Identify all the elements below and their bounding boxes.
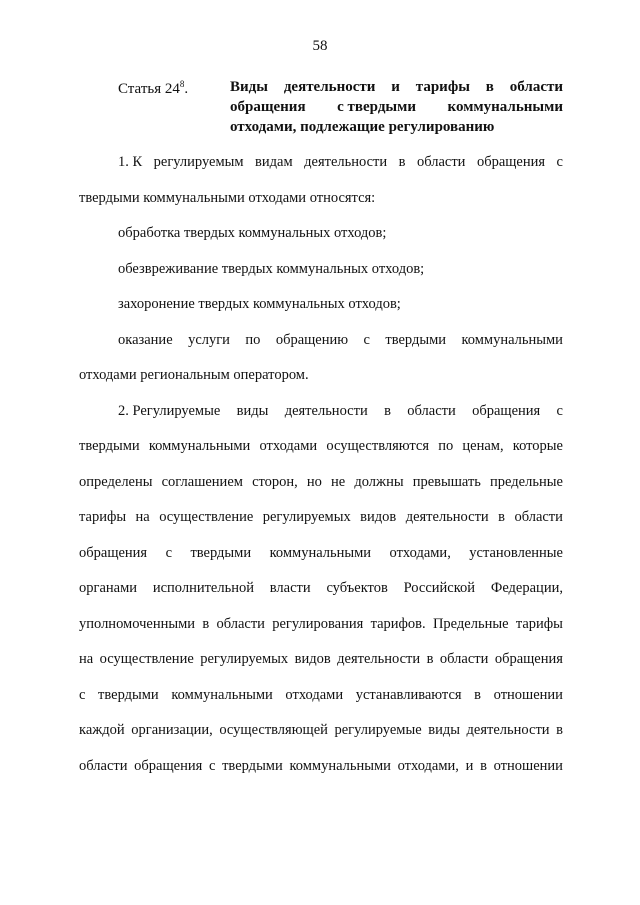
body-word: области <box>416 154 466 170</box>
article-label-suffix: . <box>184 81 189 97</box>
body-line <box>79 438 563 455</box>
body-word: тарифы <box>79 509 127 525</box>
body-word: видов <box>360 509 397 525</box>
body-word: обращения <box>494 651 563 667</box>
body-word: видам <box>255 154 293 170</box>
body-word: области <box>514 509 563 525</box>
title-word: в <box>485 79 494 95</box>
body-line <box>118 154 563 171</box>
body-word: области <box>439 651 489 667</box>
body-word: твердыми <box>190 544 252 561</box>
title-word: деятельности <box>283 79 376 95</box>
title-word: области <box>509 79 563 95</box>
page-number: 58 <box>312 38 328 54</box>
body-line <box>79 758 563 775</box>
body-line <box>118 403 563 420</box>
body-word: превышать <box>412 473 481 490</box>
article-title <box>230 77 563 137</box>
body-line <box>79 474 563 491</box>
body-word: с <box>208 757 216 774</box>
article-title-line <box>230 117 563 137</box>
article-title-line <box>230 77 563 97</box>
body-word: субъектов <box>326 580 388 596</box>
article-label-text: Статья 24 <box>118 81 180 97</box>
title-word: коммунальными <box>447 99 563 115</box>
body-word: виды <box>428 722 460 738</box>
body-word: коммунальными <box>461 331 563 348</box>
body-word: области <box>407 402 456 419</box>
body-word: осуществление <box>159 509 254 525</box>
body-line <box>79 651 563 668</box>
body-word: тарифов. <box>370 615 426 632</box>
body-word: обращения <box>134 757 203 774</box>
body-word: сторон, <box>252 473 298 490</box>
body-word: в <box>480 757 487 774</box>
body-line: обезвреживание твердых коммунальных отходов; <box>118 260 425 277</box>
body-word: предельные <box>490 473 563 490</box>
body-line: твердыми коммунальными отходами относятся: <box>79 189 376 206</box>
body-word: должны <box>354 473 404 490</box>
article-label-superscript: 8 <box>179 79 185 89</box>
body-word: в <box>474 686 482 703</box>
title-word: Виды <box>230 79 268 95</box>
body-word: обращения <box>79 544 148 561</box>
body-word: регулируемых <box>200 651 289 667</box>
body-word: органами <box>79 580 138 596</box>
body-word: обращению <box>275 331 349 348</box>
body-line: обработка твердых коммунальных отходов; <box>118 225 387 241</box>
title-word: с твердыми <box>337 99 416 115</box>
body-word: области <box>216 615 265 632</box>
title-word: тарифы <box>415 79 470 95</box>
body-line <box>79 616 563 633</box>
body-word: установленные <box>469 544 563 561</box>
body-word: с <box>165 544 172 561</box>
body-word: в <box>202 615 210 632</box>
body-word: коммунальными <box>269 544 372 561</box>
title-word: отходами, подлежащие регулированию <box>230 119 495 135</box>
body-word: виды <box>236 402 269 419</box>
body-word: ценам, <box>462 438 504 454</box>
body-word: коммунальными <box>171 686 273 703</box>
body-word: в <box>426 651 434 667</box>
body-word: коммунальными <box>289 757 391 774</box>
article-title-line <box>230 97 563 117</box>
body-word: области <box>79 757 128 774</box>
body-word: исполнительной <box>152 580 254 596</box>
body-word: обращения <box>476 154 546 170</box>
body-word: на <box>135 509 150 525</box>
body-word: Предельные <box>432 615 509 632</box>
body-line <box>79 722 563 739</box>
body-word: Федерации, <box>490 580 563 596</box>
article-label <box>118 79 188 98</box>
body-word: в <box>398 154 406 170</box>
body-word: устанавливаются <box>355 686 462 703</box>
body-word: отходами, <box>397 757 459 774</box>
body-word: отходами <box>285 686 344 703</box>
body-word: соглашением <box>161 473 243 490</box>
body-word: по <box>245 331 261 348</box>
body-word: деятельности <box>405 509 489 525</box>
body-word: твердыми <box>98 686 159 703</box>
body-word: каждой <box>79 722 125 738</box>
body-word: отношении <box>493 686 563 703</box>
body-word: осуществляются <box>326 438 430 454</box>
body-word: 1. К <box>118 154 143 170</box>
body-word: оказание <box>118 331 173 348</box>
body-word: уполномоченными <box>79 615 196 632</box>
body-word: с <box>556 154 563 170</box>
body-word: регулирования <box>272 615 364 632</box>
body-line <box>79 687 563 704</box>
title-word: обращения <box>230 99 306 115</box>
body-word: отношении <box>493 757 563 774</box>
body-word: обращения <box>472 402 541 419</box>
body-word: регулируемым <box>153 154 244 170</box>
body-word: твердыми <box>79 438 140 454</box>
body-line <box>118 332 563 349</box>
body-word: регулируемых <box>262 509 351 525</box>
body-word: в <box>498 509 505 525</box>
body-word: осуществляющей <box>219 722 328 738</box>
body-line: захоронение твердых коммунальных отходов; <box>118 296 401 312</box>
body-word: коммунальными <box>148 438 251 454</box>
body-word: отходами, <box>389 544 451 561</box>
body-word: деятельности <box>304 154 388 170</box>
body-word: по <box>438 438 454 454</box>
body-word: и <box>465 757 474 774</box>
body-word: Российской <box>403 580 476 596</box>
body-line <box>79 580 563 597</box>
body-word: тарифы <box>515 615 563 632</box>
body-word: деятельности <box>284 402 368 419</box>
body-word: твердыми <box>385 331 447 348</box>
body-word: с <box>363 331 370 348</box>
body-word: но <box>306 473 322 490</box>
body-word: определены <box>79 473 153 490</box>
body-word: деятельности <box>466 722 550 738</box>
body-line <box>79 509 563 526</box>
body-word: власти <box>269 580 311 596</box>
body-word: твердыми <box>222 757 283 774</box>
body-word: регулируемые <box>334 722 422 738</box>
body-word: организации, <box>131 722 213 738</box>
body-line <box>79 545 563 562</box>
body-word: с <box>556 402 563 419</box>
body-word: в <box>384 402 391 419</box>
body-word: услуги <box>188 331 230 348</box>
body-word: осуществление <box>99 651 194 667</box>
body-word: с <box>79 686 86 703</box>
body-word: на <box>79 651 94 667</box>
body-line: отходами региональным оператором. <box>79 367 309 383</box>
body-word: деятельности <box>337 651 421 667</box>
body-word: 2. Регулируемые <box>118 402 221 419</box>
body-word: отходами <box>259 438 318 454</box>
body-word: не <box>331 473 346 490</box>
body-word: которые <box>512 438 563 454</box>
body-word: в <box>556 722 563 738</box>
body-word: видов <box>294 651 331 667</box>
title-word: и <box>391 79 400 95</box>
